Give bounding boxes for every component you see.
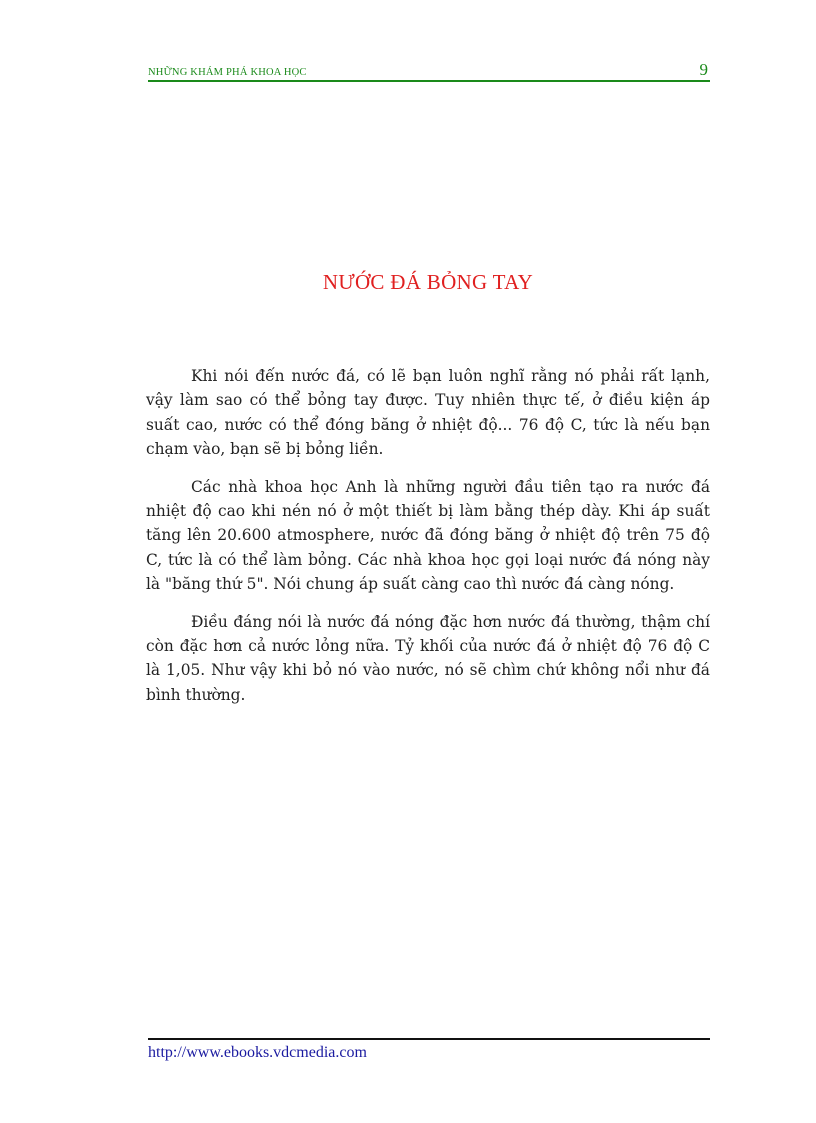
running-header — [148, 58, 710, 82]
footer-url-link[interactable]: http://www.ebooks.vdcmedia.com — [148, 1044, 367, 1061]
article-title: NƯỚC ĐÁ BỎNG TAY — [322, 270, 534, 294]
footer-divider — [148, 1038, 710, 1040]
paragraph-2: Các nhà khoa học Anh là những người đầu tiên tạo ra nước đá nhiệt độ cao khi nén nó ở một thiết bị làm bằng thép dày. Khi áp suất tăng lên 20.600 atmosphere, nước đã đóng băng ở nhiệt độ trên 75 độ C, tức là có thể làm bỏng. Các nhà khoa học gọi loại nước đá nóng này là "băng thứ 5". Nói chung áp suất càng cao thì nước đá càng nóng. — [146, 477, 710, 594]
paragraph-1: Khi nói đến nước đá, có lẽ bạn luôn nghĩ rằng nó phải rất lạnh, vậy làm sao có thể bỏng tay được. Tuy nhiên thực tế, ở điều kiện áp suất cao, nước có thể đóng băng ở nhiệt độ... 76 độ C, tức là nếu bạn chạm vào, bạn sẽ bị bỏng liền. — [146, 367, 710, 459]
header-book-title: NHỮNG KHÁM PHÁ KHOA HỌC — [148, 67, 307, 78]
article-body — [146, 364, 710, 720]
page-number: 9 — [699, 60, 708, 79]
paragraph-3: Điều đáng nói là nước đá nóng đặc hơn nước đá thường, thậm chí còn đặc hơn cả nước lỏng nữa. Tỷ khối của nước đá ở nhiệt độ 76 độ C là 1,05. Như vậy khi bỏ nó vào nước, nó sẽ chìm chứ không nổi như đá bình thường. — [146, 612, 710, 704]
